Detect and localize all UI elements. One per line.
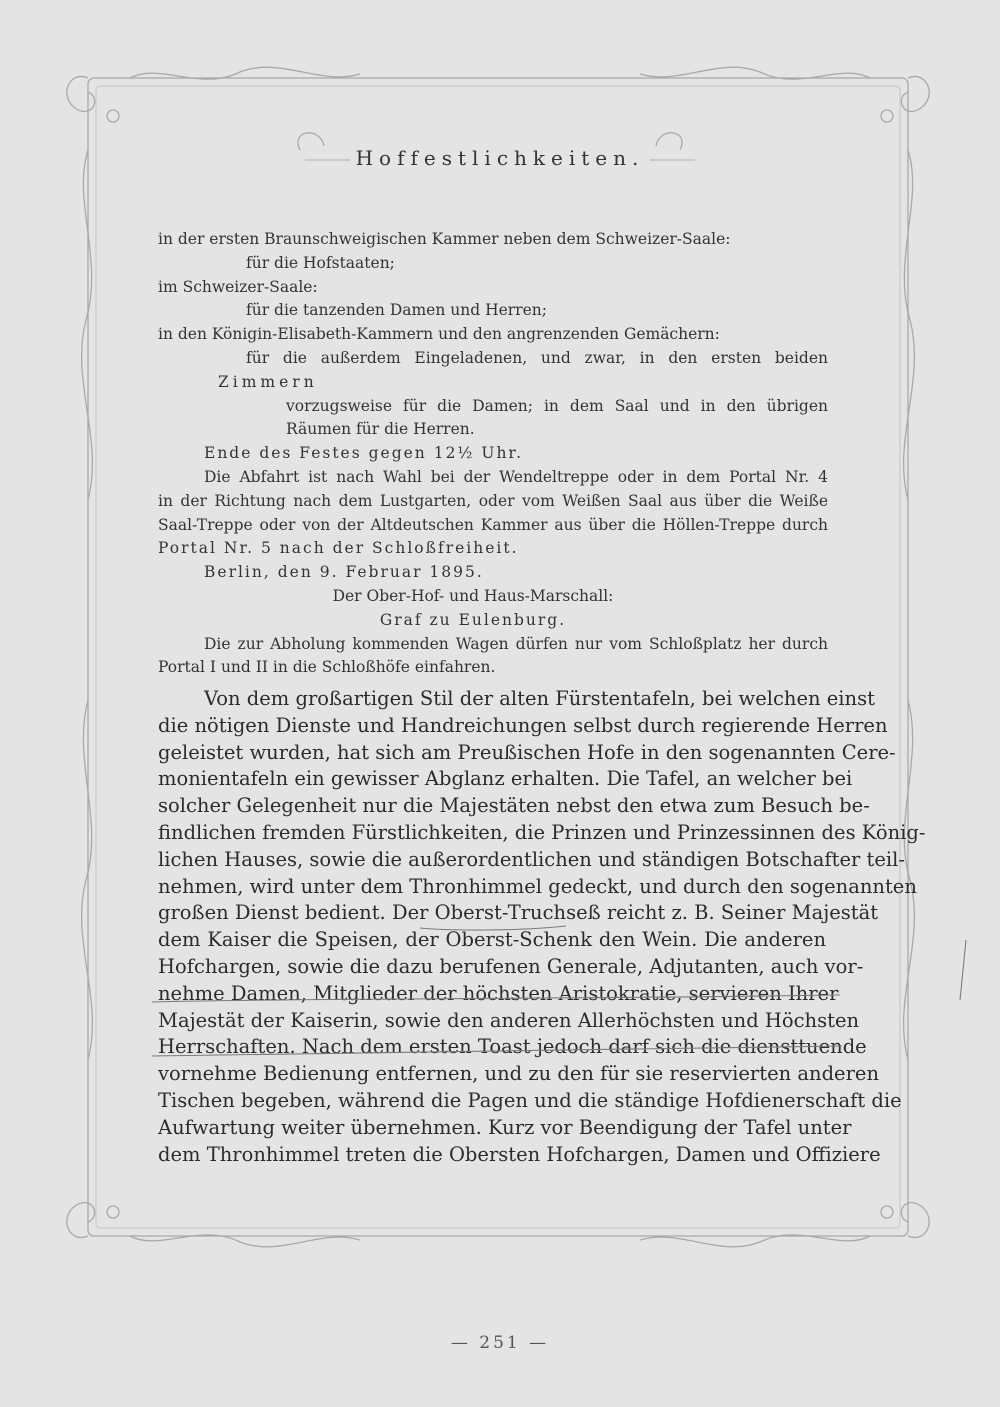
body-line: Tischen begeben, während die Pagen und die ständige Hofdienerschaft die	[158, 1088, 902, 1112]
program-line: Der Ober-Hof- und Haus-Marschall:	[332, 586, 614, 605]
page-number: — 251 —	[450, 1333, 550, 1353]
program-line: Graf zu Eulenburg.	[379, 610, 567, 629]
body-line: findlichen fremden Fürstlichkeiten, die Prinzen und Prinzessinnen des König-	[158, 820, 926, 844]
body-line: geleistet wurden, hat sich am Preußischen Hofe in den sogenannten Cere-	[158, 740, 896, 764]
body-line: die nötigen Dienste und Handreichungen selbst durch regierende Herren	[158, 713, 888, 737]
program-line: im Schweizer-Saale:	[158, 277, 318, 296]
body-line: Von dem großartigen Stil der alten Fürstentafeln, bei welchen einst	[204, 687, 875, 710]
program-line: Ende des Festes gegen 12½ Uhr.	[204, 444, 524, 463]
pencil-underline	[152, 1046, 842, 1056]
program-line: Zimmern	[218, 372, 318, 391]
program-line: Berlin, den 9. Februar 1895.	[204, 563, 484, 582]
program-line: in den Königin-Elisabeth-Kammern und den angrenzenden Gemächern:	[158, 325, 720, 344]
body-line: dem Thronhimmel treten die Obersten Hofchargen, Damen und Offiziere	[158, 1142, 881, 1166]
program-line: für die tanzenden Damen und Herren;	[246, 301, 547, 320]
body-line: solcher Gelegenheit nur die Majestäten nebst den etwa zum Besuch be-	[158, 794, 870, 818]
body-line: vornehme Bedienung entfernen, und zu den für sie reservierten anderen	[158, 1062, 880, 1086]
body-line: großen Dienst bedient. Der Oberst-Truchseß reicht z. B. Seiner Majestät	[158, 901, 879, 925]
pencil-underline	[420, 926, 566, 930]
program-line: Portal Nr. 5 nach der Schloßfreiheit.	[158, 539, 519, 558]
page-header: Hoffestlichkeiten.	[355, 146, 645, 170]
body-line: Hofchargen, sowie die dazu berufenen Generale, Adjutanten, auch vor-	[158, 954, 864, 978]
program-line: Die Abfahrt ist nach Wahl bei der Wendeltreppe oder in dem Portal Nr. 4	[204, 467, 828, 486]
program-line: Saal-Treppe oder von der Altdeutschen Kammer aus über die Höllen-Treppe durch	[158, 515, 828, 534]
body-line: nehmen, wird unter dem Thronhimmel gedeckt, und durch den sogenannten	[158, 874, 917, 898]
body-line: lichen Hauses, sowie die außerordentlichen und ständigen Botschafter teil-	[158, 847, 905, 871]
program-line: in der Richtung nach dem Lustgarten, oder vom Weißen Saal aus über die Weiße	[158, 491, 828, 510]
body-line: dem Kaiser die Speisen, der Oberst-Schenk den Wein. Die anderen	[158, 928, 826, 952]
body-line: nehme Damen, Mitglieder der höchsten Aristokratie, servieren Ihrer	[158, 981, 839, 1005]
program-line: für die außerdem Eingeladenen, und zwar, in den ersten beiden	[246, 348, 828, 367]
body-line: Herrschaften. Nach dem ersten Toast jedoch darf sich die diensttuende	[158, 1035, 867, 1059]
body-line: monientafeln ein gewisser Abglanz erhalten. Die Tafel, an welcher bei	[158, 767, 853, 791]
program-line: in der ersten Braunschweigischen Kammer neben dem Schweizer-Saale:	[158, 230, 731, 248]
body-line: Aufwartung weiter übernehmen. Kurz vor Beendigung der Tafel unter	[158, 1115, 852, 1139]
program-line: für die Hofstaaten;	[246, 253, 395, 272]
program-line: Räumen für die Herren.	[286, 420, 475, 439]
pencil-underline	[152, 995, 840, 1002]
program-line: Die zur Abholung kommenden Wagen dürfen nur vom Schloßplatz her durch	[204, 634, 828, 653]
program-line: vorzugsweise für die Damen; in dem Saal und in den übrigen	[286, 396, 828, 415]
pencil-margin-mark	[960, 940, 966, 1000]
program-line: Portal I und II in die Schloßhöfe einfahren.	[158, 658, 496, 677]
body-line: Majestät der Kaiserin, sowie den anderen Allerhöchsten und Höchsten	[158, 1008, 860, 1032]
